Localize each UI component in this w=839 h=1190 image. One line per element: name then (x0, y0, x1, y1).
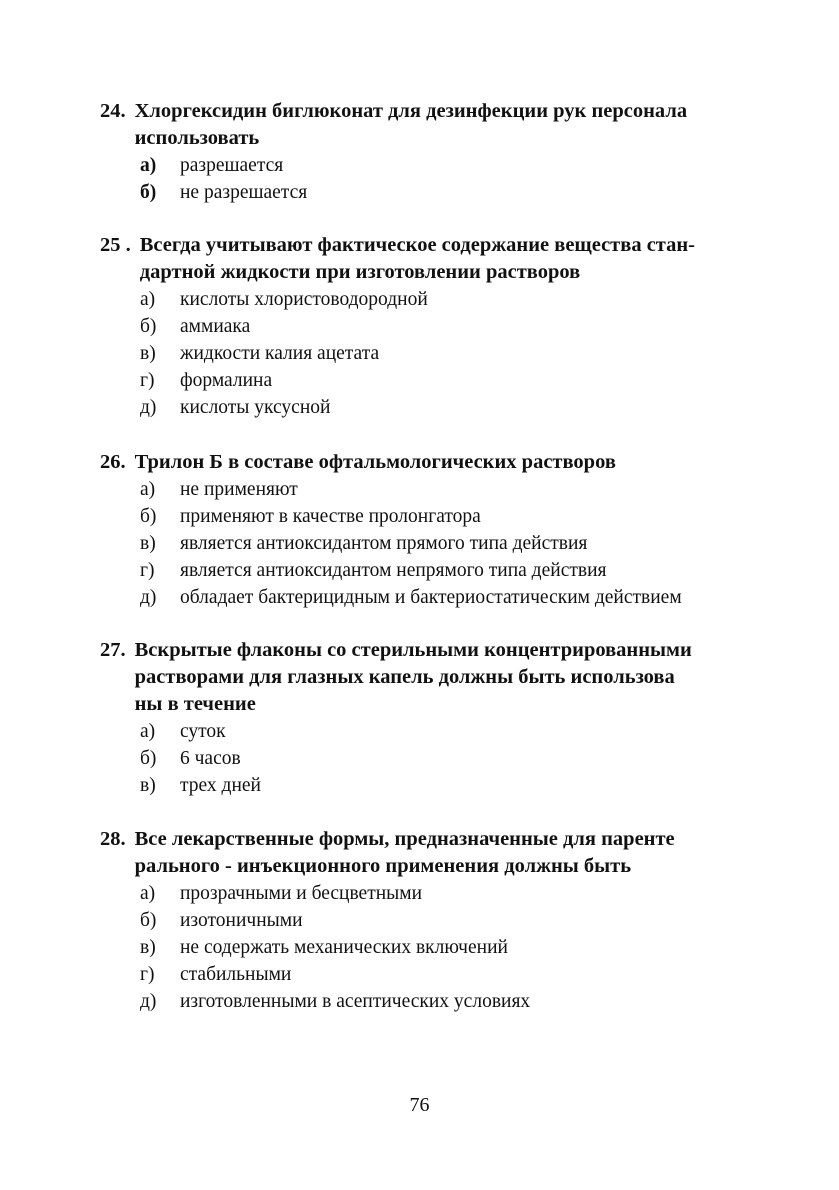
option-letter: б) (140, 506, 157, 527)
option-letter: б) (140, 748, 157, 769)
option-letter: в) (140, 533, 156, 554)
option-text: не разрешается (180, 182, 308, 203)
option-text: трех дней (180, 775, 261, 796)
answer-option (100, 772, 750, 799)
option-text: изготовленными в асептических условиях (180, 991, 531, 1012)
question-text-line: Вскрытые флаконы со стерильными концентрированными (134, 639, 692, 661)
answer-option (100, 340, 750, 367)
question-number: 27. (100, 639, 126, 661)
question-text (135, 826, 750, 880)
question-25 (100, 232, 750, 421)
question-number: 28. (100, 828, 126, 850)
option-text: стабильными (180, 964, 292, 985)
answer-option (100, 584, 750, 611)
option-letter: а) (140, 721, 156, 742)
question-text (140, 232, 750, 286)
question-heading (100, 98, 750, 152)
question-26 (100, 449, 750, 611)
answer-option (100, 313, 750, 340)
question-27 (100, 637, 750, 799)
question-text-line: использовать (134, 127, 260, 149)
option-letter: в) (140, 937, 156, 958)
option-letter: а) (140, 155, 157, 176)
question-heading (100, 449, 750, 476)
answer-option (100, 476, 750, 503)
option-text: изотоничными (180, 910, 303, 931)
answer-option (100, 934, 750, 961)
option-text: формалина (180, 370, 273, 391)
option-letter: д) (140, 397, 157, 418)
option-letter: в) (140, 343, 156, 364)
question-number: 26. (100, 451, 126, 473)
option-text: кислоты уксусной (180, 397, 331, 418)
option-letter: г) (140, 560, 155, 581)
answer-option (100, 718, 750, 745)
question-text-line: Все лекарственные формы, предназначенные для паренте (134, 828, 675, 850)
option-text: применяют в качестве пролонгатора (180, 506, 481, 527)
answer-option (100, 880, 750, 907)
answer-option (100, 152, 750, 179)
option-text: суток (180, 721, 226, 742)
option-letter: б) (140, 910, 157, 931)
answer-option (100, 745, 750, 772)
option-letter: г) (140, 964, 155, 985)
question-heading (100, 826, 750, 880)
answer-options (100, 152, 750, 206)
option-letter: б) (140, 182, 157, 203)
option-text: разрешается (180, 155, 284, 176)
option-letter: в) (140, 775, 156, 796)
option-letter: б) (140, 316, 157, 337)
answer-option (100, 557, 750, 584)
answer-option (100, 988, 750, 1015)
option-text: кислоты хлористоводородной (180, 289, 428, 310)
question-text (135, 449, 750, 476)
question-number: 25 . (100, 234, 131, 256)
question-text (135, 98, 750, 152)
question-number: 24. (100, 100, 126, 122)
answer-option (100, 503, 750, 530)
question-heading (100, 637, 750, 718)
answer-option (100, 961, 750, 988)
answer-options (100, 880, 750, 1015)
option-text: жидкости калия ацетата (180, 343, 380, 364)
answer-option (100, 530, 750, 557)
question-text (135, 637, 750, 718)
question-text-line: рального - инъекционного применения должны быть (134, 855, 632, 877)
question-text-line: Хлоргексидин биглюконат для дезинфекции рук персонала (134, 100, 688, 122)
question-heading (100, 232, 750, 286)
question-text-line: Всегда учитывают фактическое содержание вещества стан- (139, 234, 696, 256)
answer-option (100, 367, 750, 394)
answer-options (100, 476, 750, 611)
option-text: не применяют (180, 479, 298, 500)
option-letter: а) (140, 479, 156, 500)
option-letter: д) (140, 991, 157, 1012)
option-letter: а) (140, 289, 156, 310)
option-text: является антиоксидантом прямого типа действия (180, 533, 588, 554)
option-text: аммиака (180, 316, 251, 337)
page-number: 76 (409, 1094, 430, 1116)
option-text: является антиоксидантом непрямого типа действия (180, 560, 607, 581)
answer-options (100, 286, 750, 421)
option-letter: а) (140, 883, 156, 904)
option-text: обладает бактерицидным и бактериостатическим действием (180, 587, 682, 608)
question-28 (100, 826, 750, 1015)
option-text: 6 часов (180, 748, 241, 769)
question-text-line: растворами для глазных капель должны быть использова (134, 666, 675, 688)
question-text-line: Трилон Б в составе офтальмологических растворов (134, 451, 616, 473)
question-text-line: ны в течение (134, 693, 256, 715)
option-letter: г) (140, 370, 155, 391)
option-letter: д) (140, 587, 157, 608)
option-text: не содержать механических включений (180, 937, 508, 958)
answer-options (100, 718, 750, 799)
question-text-line: дартной жидкости при изготовлении растворов (139, 261, 581, 283)
answer-option (100, 907, 750, 934)
answer-option (100, 179, 750, 206)
question-24 (100, 98, 750, 206)
answer-option (100, 286, 750, 313)
option-text: прозрачными и бесцветными (180, 883, 423, 904)
answer-option (100, 394, 750, 421)
